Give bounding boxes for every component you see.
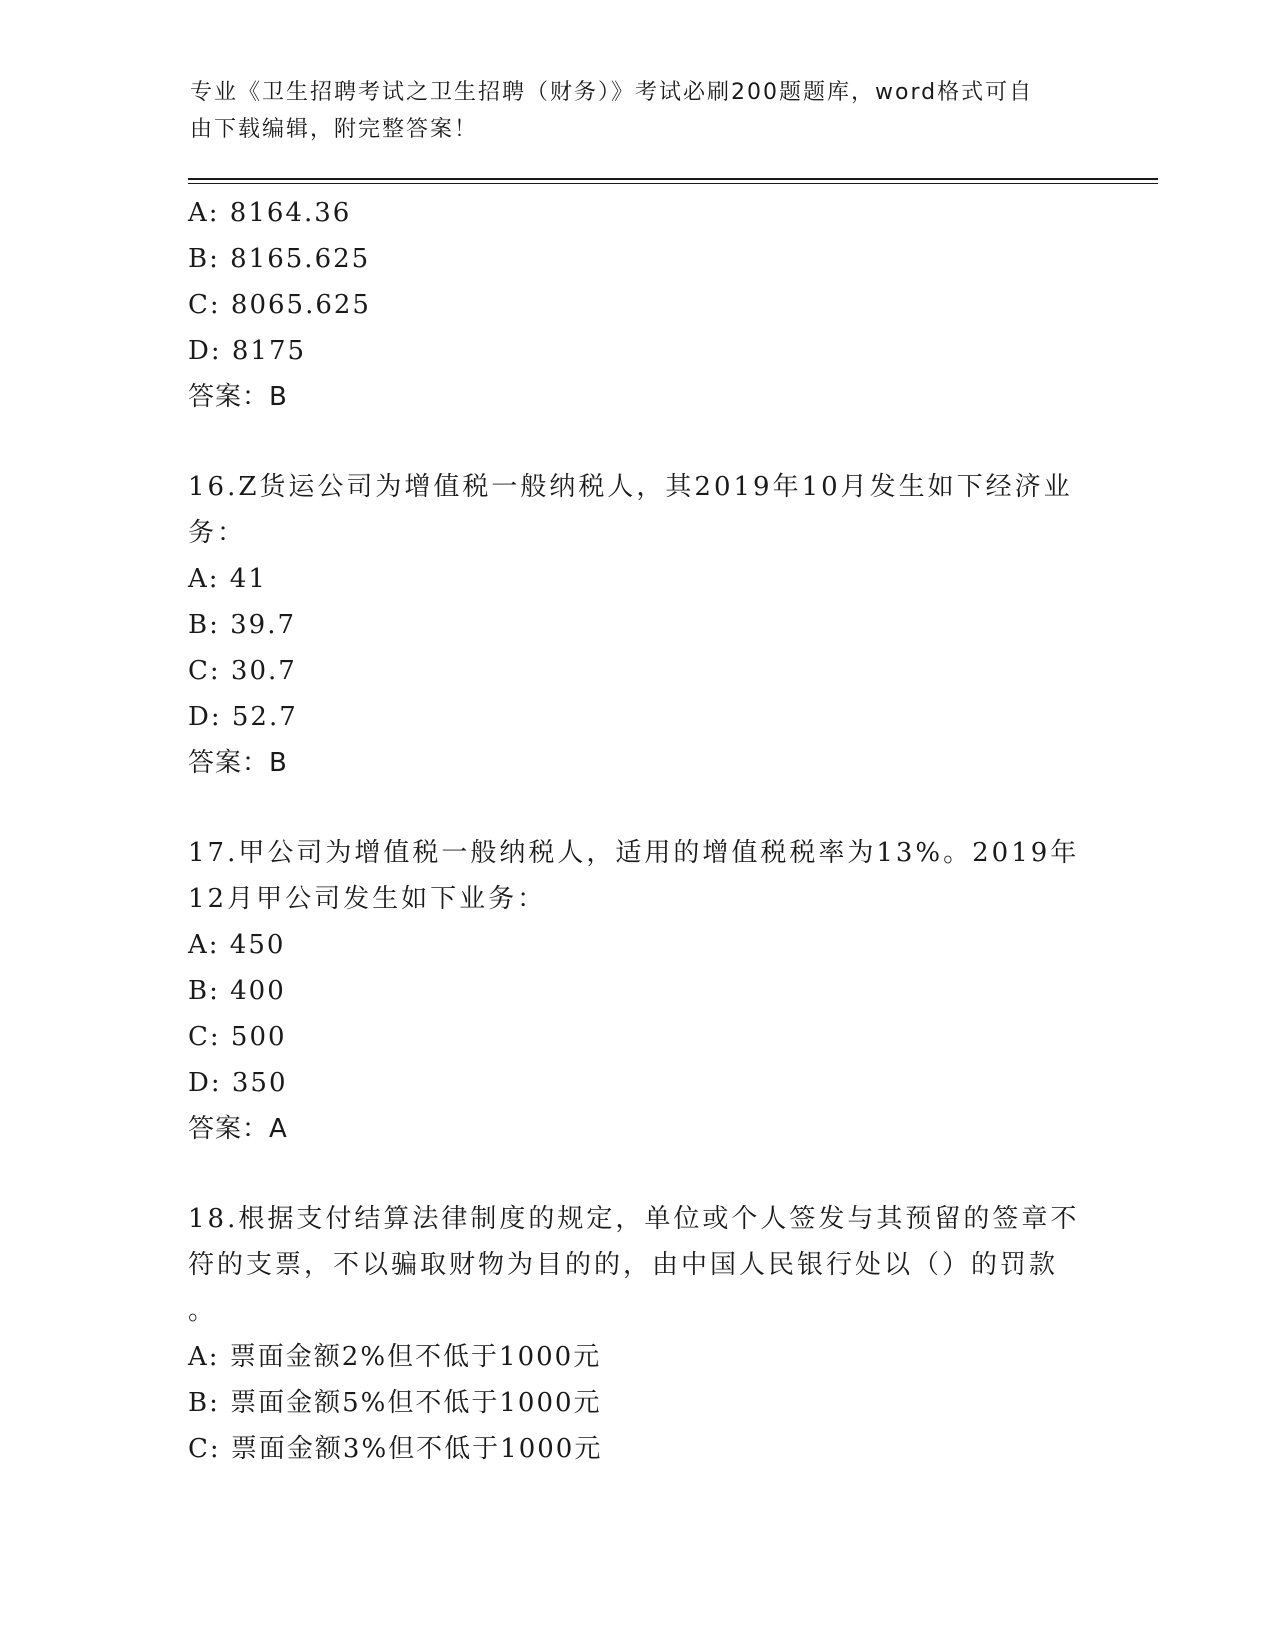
answer: 答案：A (188, 1114, 288, 1144)
header-divider-thick (188, 178, 1158, 180)
option-c: C: 票面金额3%但不低于1000元 (188, 1434, 603, 1464)
question-stem-line-3: 。 (188, 1296, 218, 1326)
document-header (190, 74, 1090, 148)
option-a: A: 8164.36 (188, 198, 352, 228)
header-divider-thin (188, 183, 1158, 184)
option-d: D: 350 (188, 1068, 288, 1098)
header-line-2: 由下载编辑，附完整答案！ (190, 117, 479, 142)
option-b: B: 8165.625 (188, 244, 371, 274)
question-stem-line-2: 符的支票，不以骗取财物为目的的，由中国人民银行处以（）的罚款 (188, 1250, 1059, 1280)
question-16 (188, 464, 1088, 786)
question-18 (188, 1196, 1088, 1472)
option-b: B: 400 (188, 976, 286, 1006)
option-c: C: 8065.625 (188, 290, 371, 320)
answer: 答案：B (188, 382, 288, 412)
option-d: D: 52.7 (188, 702, 298, 732)
option-c: C: 500 (188, 1022, 287, 1052)
document-body (188, 190, 1088, 1472)
answer: 答案：B (188, 748, 288, 778)
option-b: B: 票面金额5%但不低于1000元 (188, 1388, 602, 1418)
option-a: A: 450 (188, 930, 286, 960)
header-line-1: 专业《卫生招聘考试之卫生招聘（财务）》考试必刷200题题库，word格式可自 (190, 80, 1034, 105)
question-stem-line-2: 务： (188, 518, 247, 548)
question-stem-line-1: 16.Z货运公司为增值税一般纳税人，其2019年10月发生如下经济业 (188, 472, 1073, 502)
question-stem-line-1: 17.甲公司为增值税一般纳税人，适用的增值税税率为13%。2019年 (188, 838, 1080, 868)
question-stem-line-2: 12月甲公司发生如下业务： (188, 884, 547, 914)
option-c: C: 30.7 (188, 656, 297, 686)
question-stem-line-1: 18.根据支付结算法律制度的规定，单位或个人签发与其预留的签章不 (188, 1204, 1080, 1234)
option-a: A: 41 (188, 564, 267, 594)
question-17 (188, 830, 1088, 1152)
question-15 (188, 190, 1088, 420)
option-d: D: 8175 (188, 336, 307, 366)
option-a: A: 票面金额2%但不低于1000元 (188, 1342, 602, 1372)
option-b: B: 39.7 (188, 610, 297, 640)
